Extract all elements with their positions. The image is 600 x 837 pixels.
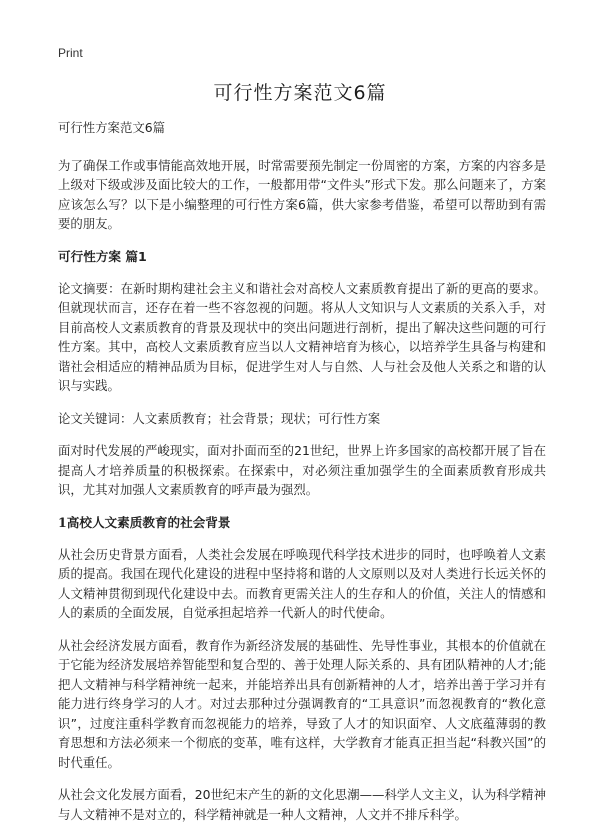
section-heading-2: 1高校人文素质教育的社会背景 [58,514,231,530]
section-heading-1: 可行性方案 篇1 [58,248,147,264]
page-title: 可行性方案范文6篇 [213,82,387,104]
economy-paragraph: 从社会经济发展方面看，教育作为新经济发展的基础性、先导性事业，其根本的价值就在于它能为经济发展培养智能型和复合型的、善于处理人际关系的、具有团队精神的人才;能把人文精神与科学精神统一起来，并能培养出具有创新精神的人才，培养出善于学习并有能力进行终身学习的人才。对过去那种过分强调教育的“工具意识”而忽视教育的“教化意识”，过度注重科学教育而忽视能力的培养，导致了人才的知识面窄、人文底蕴薄弱的教育思想和方法必须来一个彻底的变革，唯有这样，大学教育才能真正担当起“科教兴国”的时代重任。 [58,637,546,770]
intro2-paragraph: 面对时代发展的严峻现实，面对扑面而至的21世纪，世界上许多国家的高校都开展了旨在提高人才培养质量的积极探索。在探索中，对必须注重加强学生的全面素质教育形成共识，尤其对加强人文素质教育的呼声最为强烈。 [58,443,546,497]
article-body [58,118,546,837]
article-subtitle: 可行性方案范文6篇 [58,120,166,135]
keywords-paragraph: 论文关键词：人文素质教育；社会背景；现状；可行性方案 [58,410,381,426]
print-link[interactable]: Print [58,46,83,60]
culture-paragraph: 从社会文化发展方面看，20世纪末产生的新的文化思潮——科学人文主义，认为科学精神与人文精神不是对立的，科学精神就是一种人文精神，人文并不排斥科学。 [58,787,546,822]
intro-paragraph: 为了确保工作或事情能高效地开展，时常需要预先制定一份周密的方案，方案的内容多是上级对下级或涉及面比较大的工作，一般都用带“文件头”形式下发。那么问题来了，方案应该怎么写？以下是小编整理的可行性方案6篇，供大家参考借鉴，希望可以帮助到有需要的朋友。 [58,157,546,231]
abstract-paragraph: 论文摘要：在新时期构建社会主义和谐社会对高校人文素质教育提出了新的更高的要求。但就现状而言，还存在着一些不容忽视的问题。将从人文知识与人文素质的关系入手，对目前高校人文素质教育的背景及现状中的突出问题进行剖析，提出了解决这些问题的可行性方案。其中，高校人文素质教育应当以人文精神培育为核心，以培养学生具备与构建和谐社会相适应的精神品质为目标，促进学生对人与自然、人与社会及他人关系之和谐的认识与实践。 [58,280,546,393]
history-paragraph: 从社会历史背景方面看，人类社会发展在呼唤现代科学技术进步的同时，也呼唤着人文素质的提高。我国在现代化建设的进程中坚持将和谐的人文原则以及对人类进行长远关怀的人文精神贯彻到现代化建设中去。而教育更需关注人的生存和人的价值，关注人的情感和人的素质的全面发展，自觉承担起培养一代新人的时代使命。 [58,546,546,620]
